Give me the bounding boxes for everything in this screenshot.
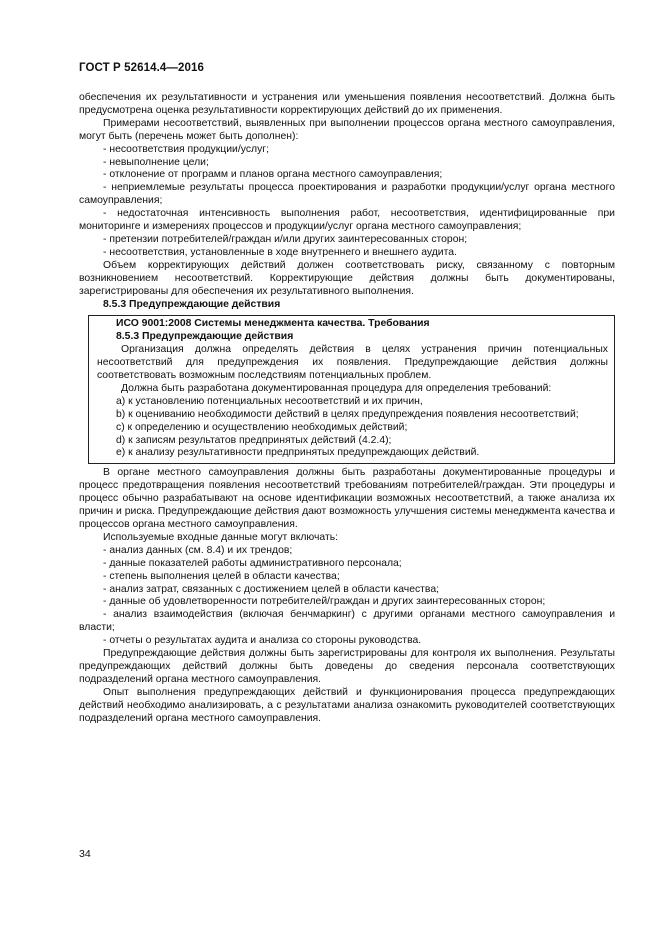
document-body [79,92,615,726]
box-paragraph: Организация должна определять действия в целях устранения причин потенциальных несоответствий для предупреждения их появления. Предупреждающие действия должны соответствовать возможным последствиям потенциальных проблем. [97,344,608,382]
document-header: ГОСТ Р 52614.4—2016 [79,62,204,74]
list-item: - степень выполнения целей в области качества; [103,570,340,582]
list-item: - отклонение от программ и планов органа местного самоуправления; [103,169,443,181]
section-heading: 8.5.3 Предупреждающие действия [103,298,281,310]
list-item: - анализ данных (см. 8.4) и их трендов; [103,544,293,556]
list-item: - неприемлемые результаты процесса проектирования и разработки продукции/услуг органа местного самоуправления; [79,182,615,207]
list-item: - невыполнение цели; [103,156,209,168]
list-item: - анализ взаимодействия (включая бенчмаркинг) с другими органами местного самоуправления и власти; [79,609,615,634]
list-item: - данные показателей работы административного персонала; [103,557,402,569]
paragraph-register: Предупреждающие действия должны быть зарегистрированы для контроля их выполнения. Результаты предупреждающих действий должны быть доведены до сведения персонала соответствующих подразделений органа местного самоуправления. [79,648,615,685]
paragraph-experience: Опыт выполнения предупреждающих действий и функционирования процесса предупреждающих действий необходимо анализировать, а с результатами анализа ознакомить руководителей соответствующих подразделений органа местного самоуправления. [79,686,615,724]
paragraph-organization: В органе местного самоуправления должны быть разработаны документированные процедуры и процесс предотвращения появления несоответствий требованиям потребителей/граждан. Эти процедуры и процесс обычно разрабатывают на основе идентификации возможных несоответствий, а также анализа их причин и риска. Предупреждающие действия дают возможность улучшения системы менеджмента качества и процессов органа местного самоуправления. [79,467,615,530]
box-title: ИСО 9001:2008 Системы менеджмента качества. Требования [116,318,430,330]
box-subheading: 8.5.3 Предупреждающие действия [116,331,294,343]
page-number: 34 [79,848,91,860]
box-paragraph: Должна быть разработана документированная процедура для определения требований: [121,382,552,394]
box-list-item: a) к установлению потенциальных несоответствий и их причин, [116,395,423,407]
paragraph-volume: Объем корректирующих действий должен соответствовать риску, связанному с повторным возникновением несоответствий. Корректирующие действия должны быть документированы, зарегистрированы для обеспечения их результативного выполнения. [79,259,615,297]
standard-quote-box [88,315,615,464]
box-list-item: e) к анализу результативности предпринятых предупреждающих действий. [116,447,480,459]
paragraph-inputs-intro: Используемые входные данные могут включать: [103,531,339,543]
list-item: - анализ затрат, связанных с достижением целей в области качества; [103,583,439,595]
list-item: - несоответствия продукции/услуг; [103,143,269,155]
paragraph-examples-intro: Примерами несоответствий, выявленных при выполнении процессов органа местного самоуправления, могут быть (перечень может быть дополнен): [79,117,615,142]
box-list-item: d) к записям результатов предпринятых действий (4.2.4); [116,434,392,446]
list-item: - недостаточная интенсивность выполнения работ, несоответствия, идентифицированные при мониторинге и измерениях процессов и продукции/услуг органа местного самоуправления; [79,208,615,233]
paragraph-continuation: обеспечения их результативности и устранения или уменьшения появления несоответствий. Должна быть предусмотрена оценка результативности корректирующих действий до их применения. [79,92,615,116]
list-item: - отчеты о результатах аудита и анализа со стороны руководства. [103,635,422,647]
list-item: - несоответствия, установленные в ходе внутреннего и внешнего аудита. [103,246,457,258]
box-list-item: b) к оцениванию необходимости действий в целях предупреждения появления несоответствий; [116,408,579,420]
list-item: - претензии потребителей/граждан и/или других заинтересованных сторон; [103,233,468,245]
box-list-item: c) к определению и осуществлению необходимых действий; [116,421,408,433]
list-item: - данные об удовлетворенности потребителей/граждан и других заинтересованных сторон; [103,596,546,608]
